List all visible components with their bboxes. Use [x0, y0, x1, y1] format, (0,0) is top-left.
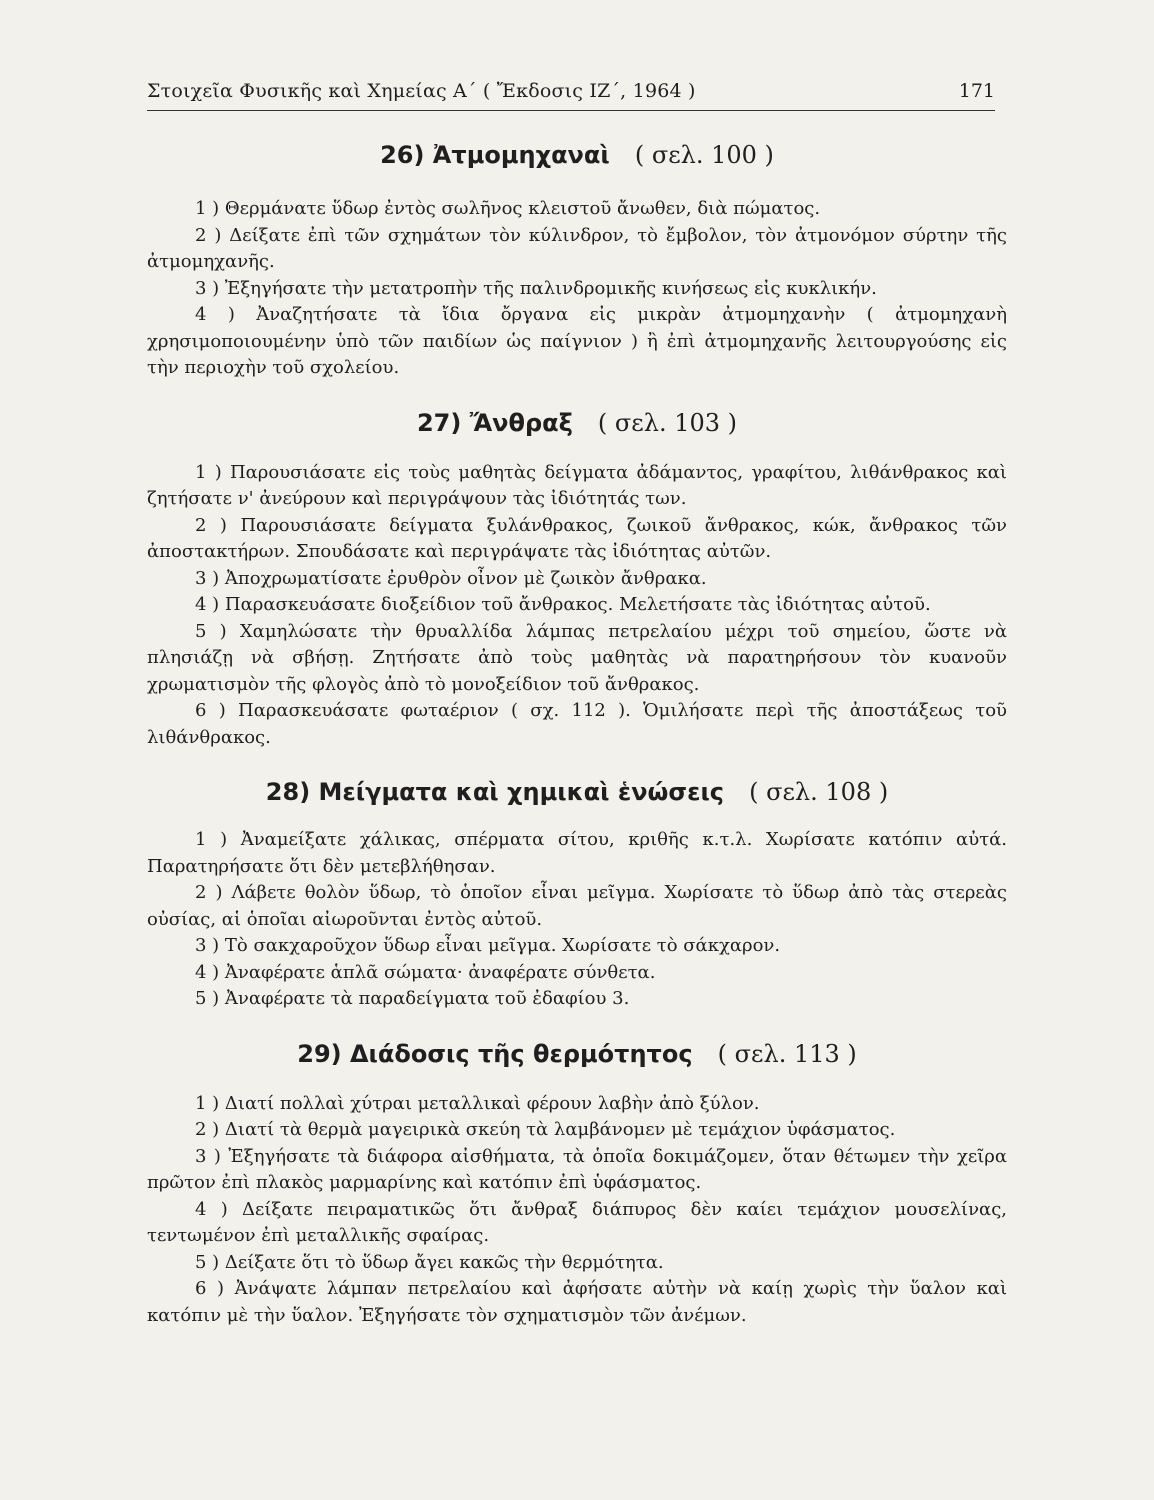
exercise-item: 2 ) Παρουσιάσατε δείγματα ξυλάνθρακος, ζωικοῦ ἄνθρακος, κώκ, ἄνθρακος τῶν ἀποστακτήρων. Σπουδάσατε καὶ περιγράψατε τὰς ἰδιότητας αὐτῶν.	[147, 514, 1007, 562]
exercise-item: 1 ) Θερμάνατε ὕδωρ ἐντὸς σωλῆνος κλειστοῦ ἄνωθεν, διὰ πώματος.	[195, 198, 821, 219]
section-title: 28) Μείγματα καὶ χημικαὶ ἑνώσεις	[265, 778, 725, 806]
exercise-item: 2 ) Διατί τὰ θερμὰ μαγειρικὰ σκεύη τὰ λαμβάνομεν μὲ τεμάχιον ὑφάσματος.	[195, 1119, 896, 1140]
running-title: Στοιχεῖα Φυσικῆς καὶ Χημείας Α΄ ( Ἔκδοσις ΙΖ΄, 1964 )	[147, 80, 696, 102]
exercise-item: 5 ) Δείξατε ὅτι τὸ ὕδωρ ἄγει κακῶς τὴν θερμότητα.	[195, 1251, 664, 1273]
section-carbon	[147, 408, 1007, 752]
exercise-item: 6 ) Παρασκευάσατε φωταέριον ( σχ. 112 ). Ὁμιλήσατε περὶ τῆς ἀποστάξεως τοῦ λιθάνθρακος.	[147, 700, 1007, 748]
exercise-item: 4 ) Ἀναζητήσατε τὰ ἴδια ὄργανα εἰς μικρὰν ἀτμομηχανὴν ( ἀτμομηχανὴ χρησιμοποιουμένην ὑπὸ τῶν παιδίων ὡς παίγνιον ) ἢ ἐπὶ ἀτμομηχανῆς λειτουργούσης εἰς τὴν περιοχὴν τοῦ σχολείου.	[147, 304, 1007, 378]
section-title: 27) Ἄνθραξ	[416, 408, 573, 437]
page-number: 171	[958, 80, 995, 102]
page-content	[147, 140, 1007, 1351]
exercise-item: 4 ) Ἀναφέρατε ἁπλᾶ σώματα· ἀναφέρατε σύνθετα.	[195, 961, 656, 983]
section-mixtures-compounds	[147, 777, 1007, 1013]
exercise-item: 3 ) Ἀποχρωματίσατε ἐρυθρὸν οἶνον μὲ ζωικὸν ἄνθρακα.	[195, 567, 707, 589]
exercise-item: 1 ) Παρουσιάσατε εἰς τοὺς μαθητὰς δείγματα ἀδάμαντος, γραφίτου, λιθάνθρακος καὶ ζητήσατε ν' ἀνεύρουν καὶ περιγράψουν τὰς ἰδιότητάς των.	[147, 461, 1007, 509]
exercise-item: 4 ) Δείξατε πειραματικῶς ὅτι ἄνθραξ διάπυρος δὲν καίει τεμάχιον μουσελίνας, τεντωμένον ἐπὶ μεταλλικῆς σφαίρας.	[147, 1198, 1007, 1246]
section-page-ref: ( σελ. 103 )	[597, 408, 737, 437]
section-page-ref: ( σελ. 108 )	[749, 778, 889, 806]
exercise-item: 2 ) Δείξατε ἐπὶ τῶν σχημάτων τὸν κύλινδρον, τὸ ἔμβολον, τὸν ἀτμονόμον σύρτην τῆς ἀτμομηχανῆς.	[147, 224, 1007, 272]
exercise-item: 3 ) Τὸ σακχαροῦχον ὕδωρ εἶναι μεῖγμα. Χωρίσατε τὸ σάκχαρον.	[195, 935, 781, 956]
section-heat-transfer	[147, 1039, 1007, 1330]
exercise-item: 1 ) Διατί πολλαὶ χύτραι μεταλλικαὶ φέρουν λαβὴν ἀπὸ ξύλον.	[195, 1092, 760, 1114]
exercise-item: 5 ) Χαμηλώσατε τὴν θρυαλλίδα λάμπας πετρελαίου μέχρι τοῦ σημείου, ὥστε νὰ πλησιάζῃ νὰ σβήσῃ. Ζητήσατε ἀπὸ τοὺς μαθητὰς νὰ παρατηρήσουν τὸν κυανοῦν χρωματισμὸν τῆς φλογὸς ἀπὸ τὸ μονοξείδιον τοῦ ἄνθρακος.	[147, 620, 1007, 695]
exercise-item: 2 ) Λάβετε θολὸν ὕδωρ, τὸ ὁποῖον εἶναι μεῖγμα. Χωρίσατε τὸ ὕδωρ ἀπὸ τὰς στερεὰς οὐσίας, αἱ ὁποῖαι αἰωροῦνται ἐντὸς αὐτοῦ.	[147, 882, 1007, 930]
exercise-item: 3 ) Ἐξηγήσατε τὰ διάφορα αἰσθήματα, τὰ ὁποῖα δοκιμάζομεν, ὅταν θέτωμεν τὴν χεῖρα πρῶτον ἐπὶ πλακὸς μαρμαρίνης καὶ κατόπιν ἐπὶ ὑφάσματος.	[147, 1145, 1007, 1193]
exercise-item: 4 ) Παρασκευάσατε διοξείδιον τοῦ ἄνθρακος. Μελετήσατε τὰς ἰδιότητας αὐτοῦ.	[195, 594, 931, 615]
section-title: 29) Διάδοσις τῆς θερμότητος	[297, 1039, 693, 1068]
section-heading	[147, 140, 1007, 170]
section-heading	[147, 408, 1007, 438]
running-header	[147, 80, 995, 111]
section-page-ref: ( σελ. 113 )	[717, 1039, 857, 1068]
section-page-ref: ( σελ. 100 )	[634, 141, 774, 169]
section-heading	[147, 777, 1007, 807]
exercise-item: 6 ) Ἀνάψατε λάμπαν πετρελαίου καὶ ἀφήσατε αὐτὴν νὰ καίῃ χωρὶς τὴν ὕαλον καὶ κατόπιν μὲ τὴν ὕαλον. Ἐξηγήσατε τὸν σχηματισμὸν τῶν ἀνέμων.	[147, 1278, 1007, 1326]
section-steam-engines	[147, 140, 1007, 382]
section-title: 26) Ἀτμομηχαναὶ	[380, 141, 610, 169]
exercise-item: 3 ) Ἐξηγήσατε τὴν μετατροπὴν τῆς παλινδρομικῆς κινήσεως εἰς κυκλικήν.	[195, 277, 877, 299]
exercise-item: 5 ) Ἀναφέρατε τὰ παραδείγματα τοῦ ἐδαφίου 3.	[195, 988, 630, 1009]
exercise-item: 1 ) Ἀναμείξατε χάλικας, σπέρματα σίτου, κριθῆς κ.τ.λ. Χωρίσατε κατόπιν αὐτά. Παρατηρήσατε ὅτι δὲν μετεβλήθησαν.	[147, 829, 1007, 877]
section-heading	[147, 1039, 1007, 1069]
